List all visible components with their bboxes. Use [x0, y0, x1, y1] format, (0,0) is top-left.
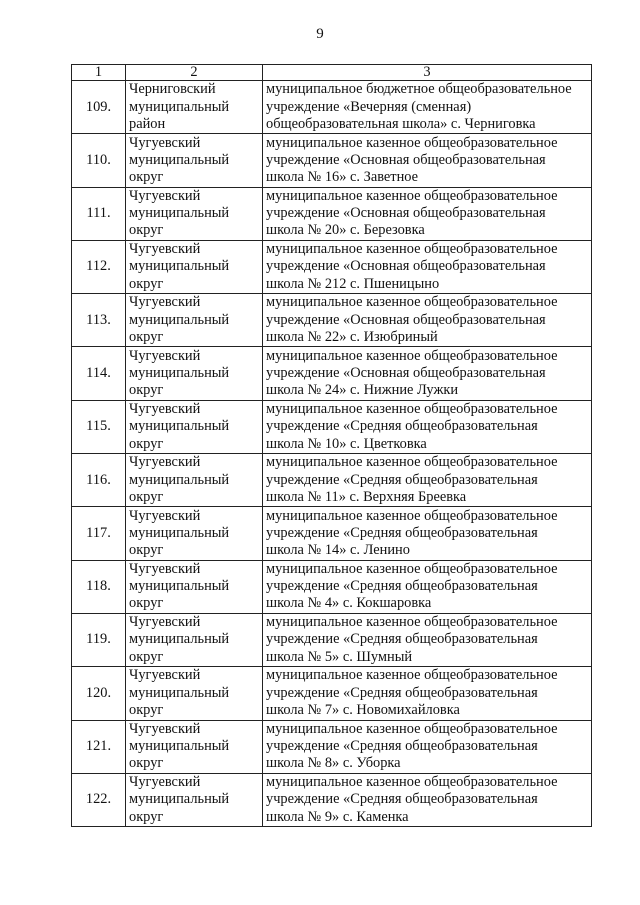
- district-line: муниципальный: [129, 205, 230, 222]
- district-line: муниципальный: [129, 311, 230, 328]
- row-number: 122.: [72, 773, 126, 826]
- institution-line: муниципальное казенное общеобразовательное: [266, 774, 558, 791]
- district-line: Чугуевский: [129, 720, 201, 737]
- district-cell: [126, 667, 263, 720]
- institution-line: школа № 22» с. Изюбриный: [266, 328, 438, 345]
- district-cell: [126, 507, 263, 560]
- district-line: Чугуевский: [129, 134, 201, 151]
- institution-line: муниципальное казенное общеобразовательное: [266, 720, 558, 737]
- table-row: [72, 560, 592, 613]
- district-line: муниципальный: [129, 738, 230, 755]
- institution-line: учреждение «Основная общеобразовательная: [266, 311, 546, 328]
- institution-line: школа № 16» с. Заветное: [266, 169, 419, 186]
- institution-line: учреждение «Основная общеобразовательная: [266, 258, 546, 275]
- institution-line: муниципальное казенное общеобразовательное: [266, 347, 558, 364]
- table-row: [72, 294, 592, 347]
- institution-line: общеобразовательная школа» с. Черниговка: [266, 115, 536, 132]
- table-row: [72, 187, 592, 240]
- district-line: муниципальный: [129, 98, 230, 115]
- page-number: 9: [316, 26, 324, 42]
- district-cell: [126, 240, 263, 293]
- institution-line: муниципальное казенное общеобразовательное: [266, 241, 558, 258]
- district-line: муниципальный: [129, 151, 230, 168]
- table-row: [72, 720, 592, 773]
- institution-line: учреждение «Средняя общеобразовательная: [266, 791, 538, 808]
- district-line: округ: [129, 488, 164, 505]
- institution-cell: [263, 773, 592, 826]
- header-row: [72, 65, 592, 81]
- district-line: округ: [129, 595, 164, 612]
- district-cell: [126, 187, 263, 240]
- institution-cell: [263, 667, 592, 720]
- column-header-district: 2: [126, 65, 263, 81]
- district-line: округ: [129, 542, 164, 559]
- institution-cell: [263, 454, 592, 507]
- district-line: муниципальный: [129, 418, 230, 435]
- district-line: Чугуевский: [129, 294, 201, 311]
- institution-cell: [263, 240, 592, 293]
- row-number: 116.: [72, 454, 126, 507]
- institution-cell: [263, 81, 592, 134]
- row-number: 112.: [72, 240, 126, 293]
- district-cell: [126, 773, 263, 826]
- institution-line: учреждение «Основная общеобразовательная: [266, 151, 546, 168]
- district-line: округ: [129, 702, 164, 719]
- institution-line: муниципальное казенное общеобразовательное: [266, 187, 558, 204]
- institution-line: учреждение «Вечерняя (сменная): [266, 98, 472, 115]
- row-number: 111.: [72, 187, 126, 240]
- district-line: муниципальный: [129, 364, 230, 381]
- institution-line: муниципальное казенное общеобразовательное: [266, 614, 558, 631]
- institution-line: муниципальное бюджетное общеобразовательное: [266, 81, 572, 98]
- institution-cell: [263, 507, 592, 560]
- district-line: Чугуевский: [129, 241, 201, 258]
- district-line: округ: [129, 275, 164, 292]
- table-row: [72, 134, 592, 187]
- district-line: округ: [129, 435, 164, 452]
- district-cell: [126, 400, 263, 453]
- institution-cell: [263, 720, 592, 773]
- institution-line: муниципальное казенное общеобразовательное: [266, 507, 558, 524]
- district-cell: [126, 347, 263, 400]
- institution-line: школа № 5» с. Шумный: [266, 648, 413, 665]
- row-number: 110.: [72, 134, 126, 187]
- institution-line: учреждение «Средняя общеобразовательная: [266, 418, 538, 435]
- row-number: 114.: [72, 347, 126, 400]
- institution-cell: [263, 400, 592, 453]
- table-row: [72, 454, 592, 507]
- district-line: округ: [129, 382, 164, 399]
- table-row: [72, 240, 592, 293]
- district-line: Чугуевский: [129, 507, 201, 524]
- row-number: 120.: [72, 667, 126, 720]
- table-row: [72, 507, 592, 560]
- district-line: Черниговский: [129, 81, 216, 98]
- column-header-institution: 3: [263, 65, 592, 81]
- institution-line: учреждение «Средняя общеобразовательная: [266, 524, 538, 541]
- district-cell: [126, 454, 263, 507]
- institution-line: муниципальное казенное общеобразовательное: [266, 400, 558, 417]
- district-line: округ: [129, 222, 164, 239]
- column-header-number: 1: [72, 65, 126, 81]
- institution-line: школа № 7» с. Новомихайловка: [266, 702, 460, 719]
- district-cell: [126, 294, 263, 347]
- institution-line: муниципальное казенное общеобразовательное: [266, 560, 558, 577]
- institution-line: муниципальное казенное общеобразовательное: [266, 454, 558, 471]
- institution-line: школа № 8» с. Уборка: [266, 755, 401, 772]
- institution-line: учреждение «Средняя общеобразовательная: [266, 738, 538, 755]
- institution-line: школа № 10» с. Цветковка: [266, 435, 427, 452]
- district-line: Чугуевский: [129, 187, 201, 204]
- row-number: 109.: [72, 81, 126, 134]
- institution-line: школа № 4» с. Кокшаровка: [266, 595, 432, 612]
- institution-line: школа № 11» с. Верхняя Бреевка: [266, 488, 467, 505]
- table-row: [72, 81, 592, 134]
- district-cell: [126, 560, 263, 613]
- row-number: 113.: [72, 294, 126, 347]
- row-number: 119.: [72, 613, 126, 666]
- institution-cell: [263, 560, 592, 613]
- district-line: район: [129, 115, 166, 132]
- district-cell: [126, 613, 263, 666]
- institution-cell: [263, 187, 592, 240]
- table-body: [72, 81, 592, 827]
- district-line: Чугуевский: [129, 667, 201, 684]
- district-line: муниципальный: [129, 524, 230, 541]
- row-number: 117.: [72, 507, 126, 560]
- district-line: округ: [129, 648, 164, 665]
- district-line: муниципальный: [129, 631, 230, 648]
- district-line: Чугуевский: [129, 774, 201, 791]
- table-row: [72, 400, 592, 453]
- institution-cell: [263, 134, 592, 187]
- institution-line: учреждение «Средняя общеобразовательная: [266, 631, 538, 648]
- district-line: муниципальный: [129, 684, 230, 701]
- institution-line: муниципальное казенное общеобразовательное: [266, 667, 558, 684]
- institution-line: учреждение «Средняя общеобразовательная: [266, 578, 538, 595]
- district-cell: [126, 720, 263, 773]
- institution-line: муниципальное казенное общеобразовательное: [266, 134, 558, 151]
- district-line: муниципальный: [129, 791, 230, 808]
- row-number: 118.: [72, 560, 126, 613]
- row-number: 115.: [72, 400, 126, 453]
- table-row: [72, 773, 592, 826]
- district-line: муниципальный: [129, 471, 230, 488]
- table-row: [72, 667, 592, 720]
- district-line: Чугуевский: [129, 614, 201, 631]
- institution-line: учреждение «Основная общеобразовательная: [266, 205, 546, 222]
- institution-cell: [263, 294, 592, 347]
- institution-cell: [263, 613, 592, 666]
- district-line: округ: [129, 169, 164, 186]
- institution-line: школа № 14» с. Ленино: [266, 542, 410, 559]
- institutions-table: [71, 64, 592, 827]
- institution-cell: [263, 347, 592, 400]
- institution-line: муниципальное казенное общеобразовательное: [266, 294, 558, 311]
- district-cell: [126, 81, 263, 134]
- institution-line: школа № 20» с. Березовка: [266, 222, 425, 239]
- table-row: [72, 613, 592, 666]
- table-header: [72, 65, 592, 81]
- district-line: округ: [129, 808, 164, 825]
- district-line: Чугуевский: [129, 560, 201, 577]
- institution-line: школа № 9» с. Каменка: [266, 808, 409, 825]
- institution-line: учреждение «Средняя общеобразовательная: [266, 471, 538, 488]
- district-line: Чугуевский: [129, 347, 201, 364]
- district-line: муниципальный: [129, 258, 230, 275]
- district-line: Чугуевский: [129, 400, 201, 417]
- table-row: [72, 347, 592, 400]
- institution-line: школа № 24» с. Нижние Лужки: [266, 382, 459, 399]
- district-line: округ: [129, 755, 164, 772]
- institution-line: школа № 212 с. Пшеницыно: [266, 275, 440, 292]
- district-line: муниципальный: [129, 578, 230, 595]
- district-line: Чугуевский: [129, 454, 201, 471]
- institution-line: учреждение «Средняя общеобразовательная: [266, 684, 538, 701]
- row-number: 121.: [72, 720, 126, 773]
- institution-line: учреждение «Основная общеобразовательная: [266, 364, 546, 381]
- district-line: округ: [129, 328, 164, 345]
- district-cell: [126, 134, 263, 187]
